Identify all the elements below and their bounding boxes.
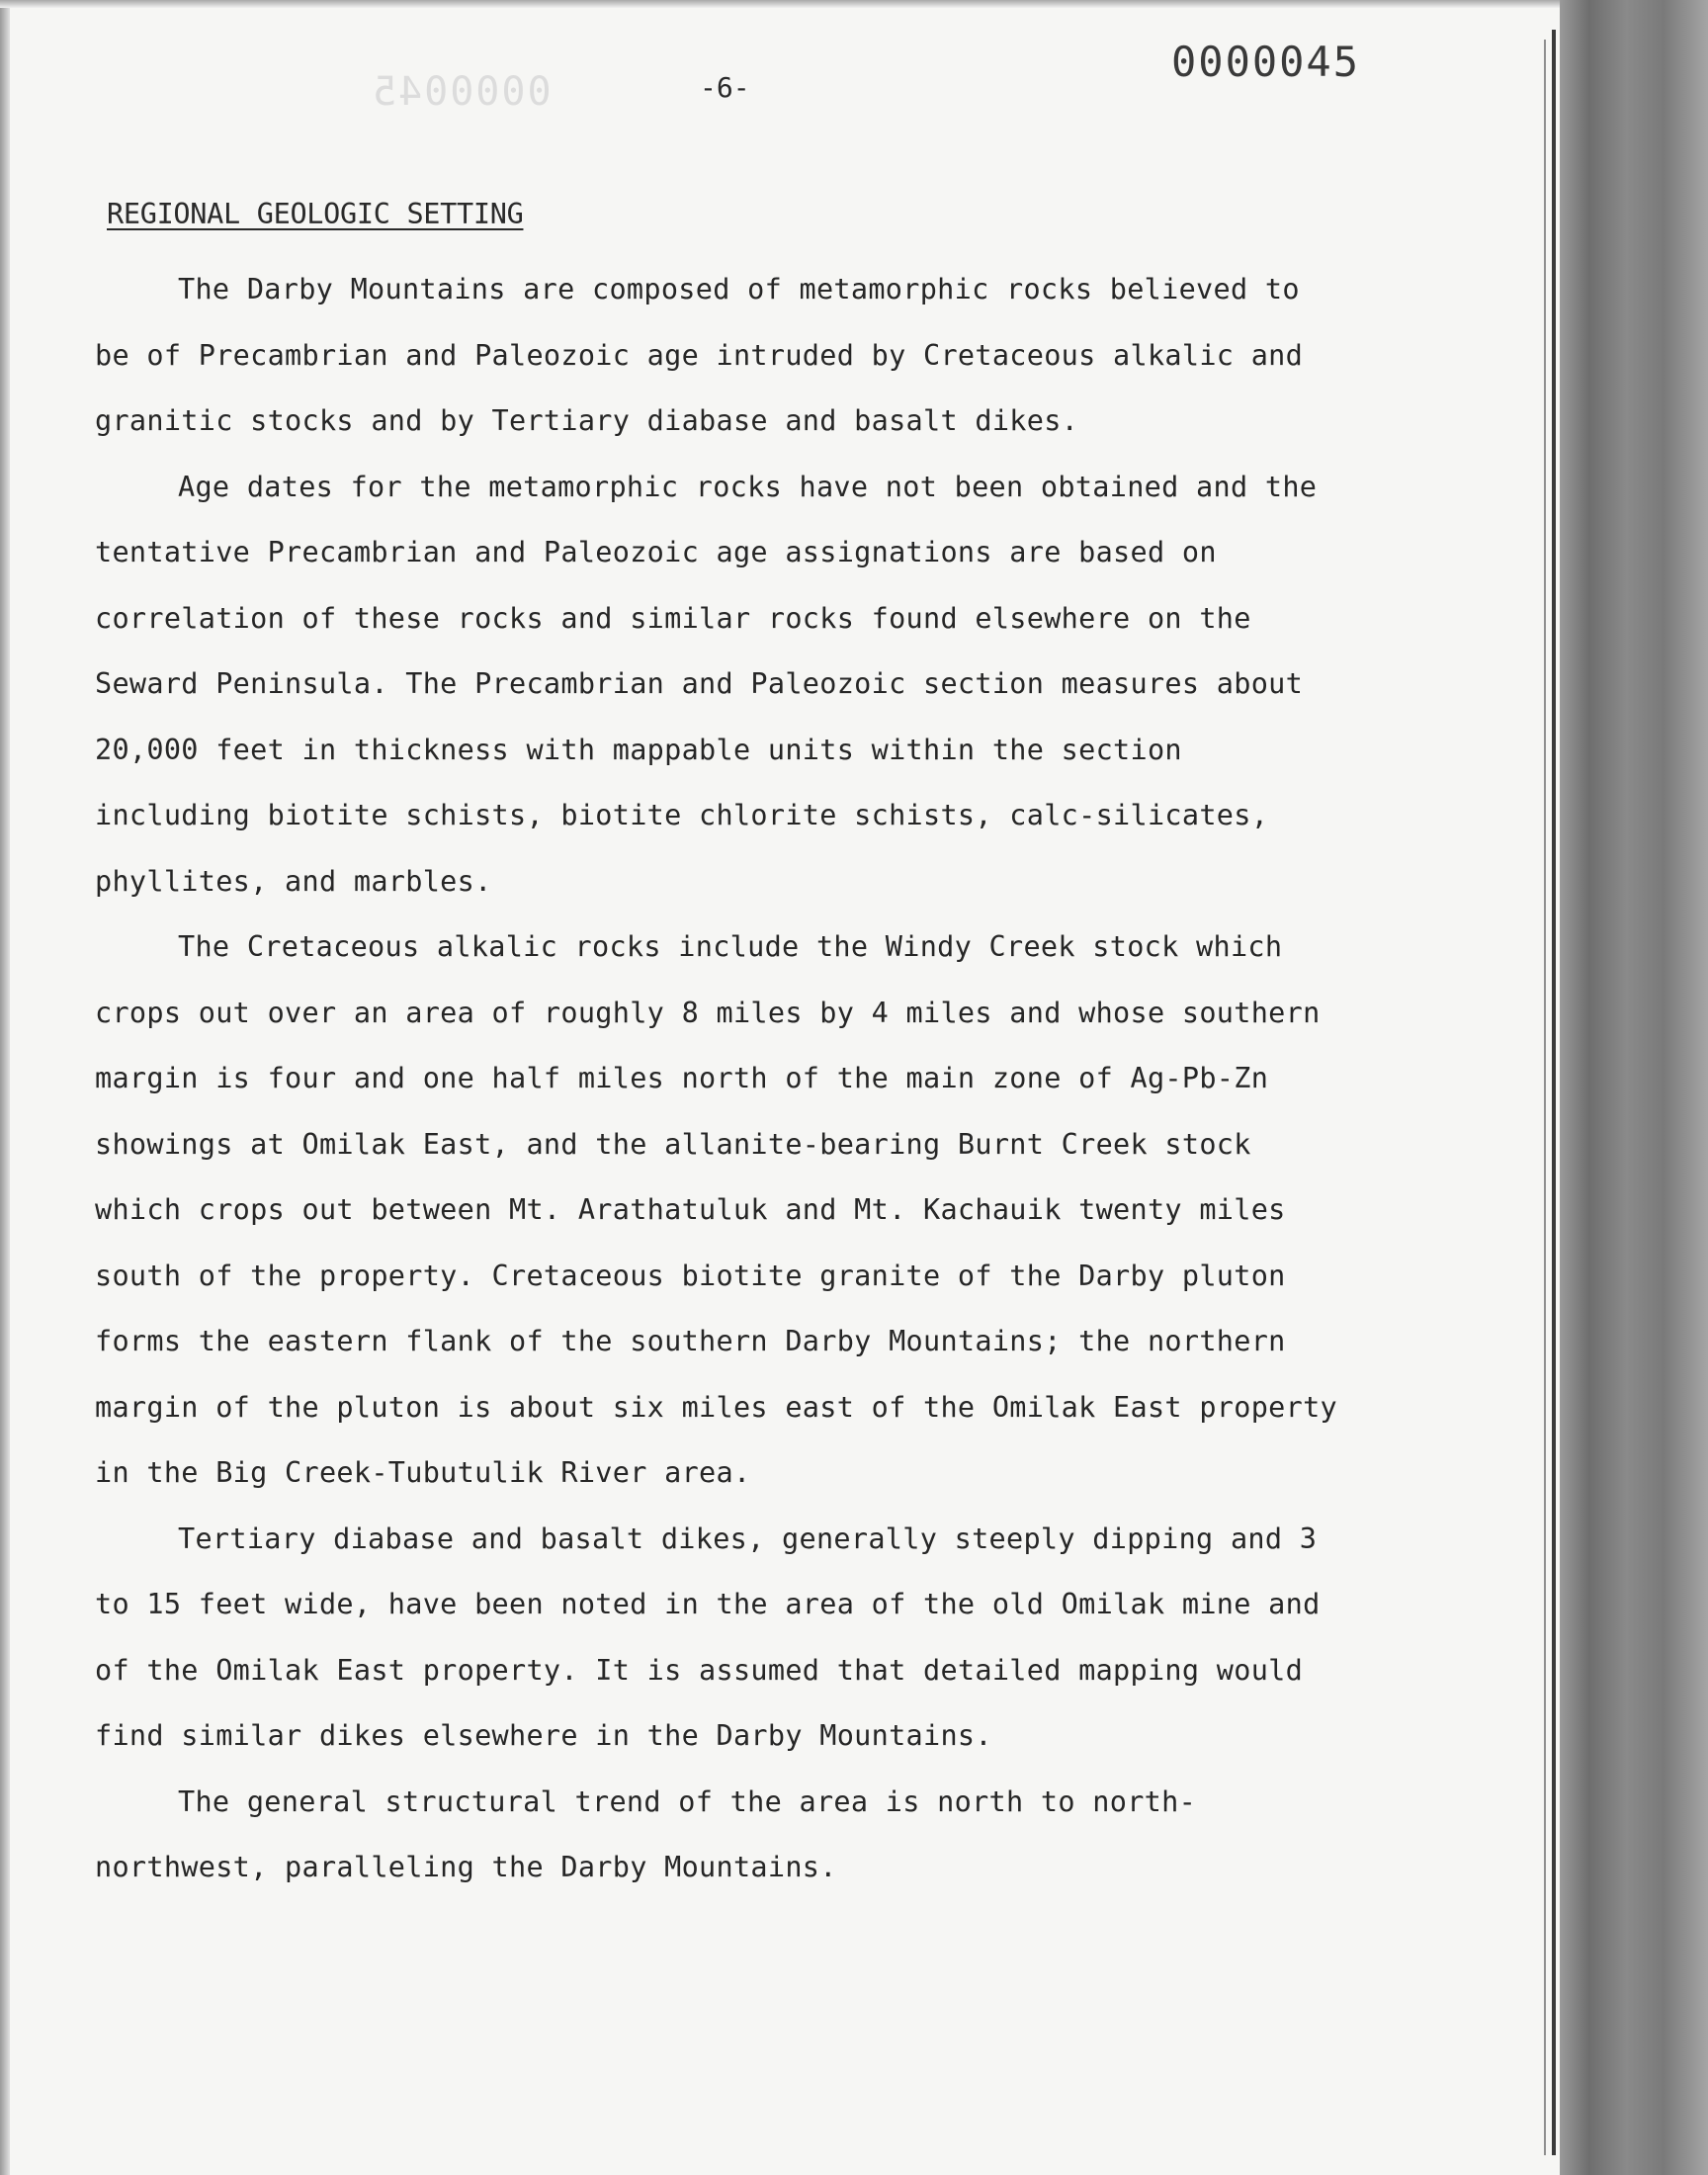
paragraph-2: Age dates for the metamorphic rocks have not been obtained and the tentative Precambrian and Paleozoic age assignations are based on correlation of these rocks and similar rocks found elsewhere on the Seward Peninsula. The Precambrian and Paleozoic section measures about 20,000 feet in thickness with mappable units within the section including biotite schists, biotite chlorite schists, calc-silicates, phyllites, and marbles. <box>95 470 1318 898</box>
page-fold-line <box>1552 30 1556 2155</box>
paragraph-5: The general structural trend of the area is north to north-northwest, paralleling the Darby Mountains. <box>95 1784 1197 1883</box>
scan-shadow <box>1560 0 1708 2175</box>
paragraph-3: The Cretaceous alkalic rocks include the Windy Creek stock which crops out over an area of roughly 8 miles by 4 miles and whose southern margin is four and one half miles north of the main zone of Ag-Pb-Zn showings at Omilak East, and the allanite-bearing Burnt Creek stock which crops out between Mt. Arathatuluk and Mt. Kachauik twenty miles south of the property. Cretaceous biotite granite of the Darby pluton forms the eastern flank of the southern Darby Mountains; the northern margin of the pluton is about six miles east of the Omilak East property in the Big Creek-Tubutulik River area. <box>95 930 1338 1489</box>
bleed-through-number: 0000045 <box>371 69 552 115</box>
paragraph-4: Tertiary diabase and basalt dikes, generally steeply dipping and 3 to 15 feet wide, have been noted in the area of the old Omilak mine and of the Omilak East property. It is assumed that detailed mapping would find similar dikes elsewhere in the Darby Mountains. <box>95 1522 1321 1752</box>
body-text <box>95 257 1340 1901</box>
paragraph-1: The Darby Mountains are composed of metamorphic rocks believed to be of Precambrian and Paleozoic age intruded by Cretaceous alkalic and granitic stocks and by Tertiary diabase and basalt dikes. <box>95 273 1304 437</box>
document-number: 0000045 <box>1171 38 1361 86</box>
page-fold-line-inner <box>1544 40 1546 2155</box>
section-heading: REGIONAL GEOLOGIC SETTING <box>107 198 524 230</box>
page-left-edge <box>0 0 10 2175</box>
page-number: -6- <box>700 71 750 104</box>
page-top-edge <box>0 0 1581 8</box>
